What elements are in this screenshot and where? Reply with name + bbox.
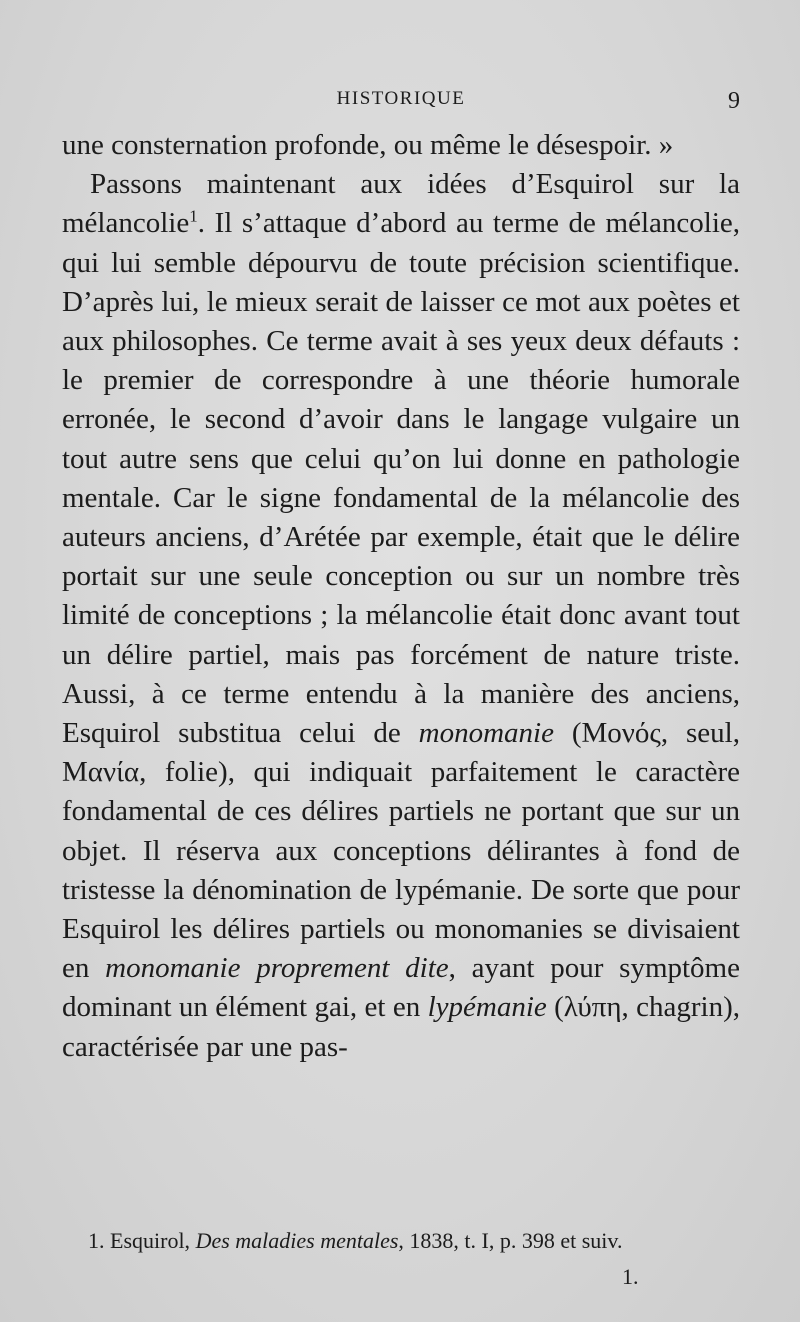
footnote-author: Esquirol, bbox=[104, 1228, 196, 1253]
italic-term-monomanie: monomanie bbox=[418, 717, 554, 750]
footnote-work-title: Des maladies mentales bbox=[195, 1228, 399, 1253]
paragraph-continuation: une consternation profonde, ou même le désespoir. » bbox=[62, 129, 674, 161]
text-segment: Passons maintenant aux idées d’Esquirol sur la mélancolie bbox=[62, 168, 740, 240]
text-segment: (Μονός, seul, Μανία, folie), qui indiquait parfaitement le caractère fondamental de ces délires partiels ne portant que sur un objet. Il réserva aux conceptions délirantes à fond de tristesse la dénomination de lypémanie. De sorte que pour Esquirol les délires partiels ou monomanies se divisaient en bbox=[62, 717, 740, 985]
text-segment: . Il s’attaque d’abord au terme de mélancolie, qui lui semble dépourvu de toute précision scientifique. D’après lui, le mieux serait de laisser ce mot aux poètes et aux philosophes. Ce terme avait à ses yeux deux défauts : le premier de correspondre à une théorie humorale erronée, le second d’avoir dans le langage vulgaire un tout autre sens que celui qu’on lui donne en pathologie mentale. Car le signe fondamental de la mélancolie des auteurs anciens, d’Arétée par exemple, était que le délire portait sur une seule conception ou sur un nombre très limité de conceptions ; la mélancolie était donc avant tout un délire partiel, mais pas forcément de nature triste. Aussi, à ce terme entendu à la manière des anciens, Esquirol substitua celui de bbox=[62, 207, 740, 750]
footnote bbox=[88, 1226, 748, 1256]
footnote-number: 1. bbox=[88, 1228, 105, 1253]
footnote-details: , 1838, t. I, p. 398 et suiv. bbox=[398, 1228, 623, 1253]
running-title: HISTORIQUE bbox=[336, 88, 466, 109]
page-number: 9 bbox=[728, 88, 740, 114]
italic-term-monomanie-proprement-dite: monomanie proprement dite bbox=[105, 952, 449, 985]
footnote-reference[interactable]: 1 bbox=[189, 206, 198, 226]
body-text bbox=[62, 126, 740, 1067]
text-segment: , ayant pour symptôme dominant un élément gai, et en bbox=[62, 952, 740, 1024]
paragraph-esquirol bbox=[62, 165, 740, 1067]
signature-mark: 1. bbox=[622, 1264, 639, 1289]
running-head bbox=[62, 88, 740, 118]
italic-term-lypemanie: lypémanie bbox=[427, 991, 547, 1024]
text-segment: (λύπη, chagrin), caractérisée par une pas- bbox=[62, 991, 740, 1063]
